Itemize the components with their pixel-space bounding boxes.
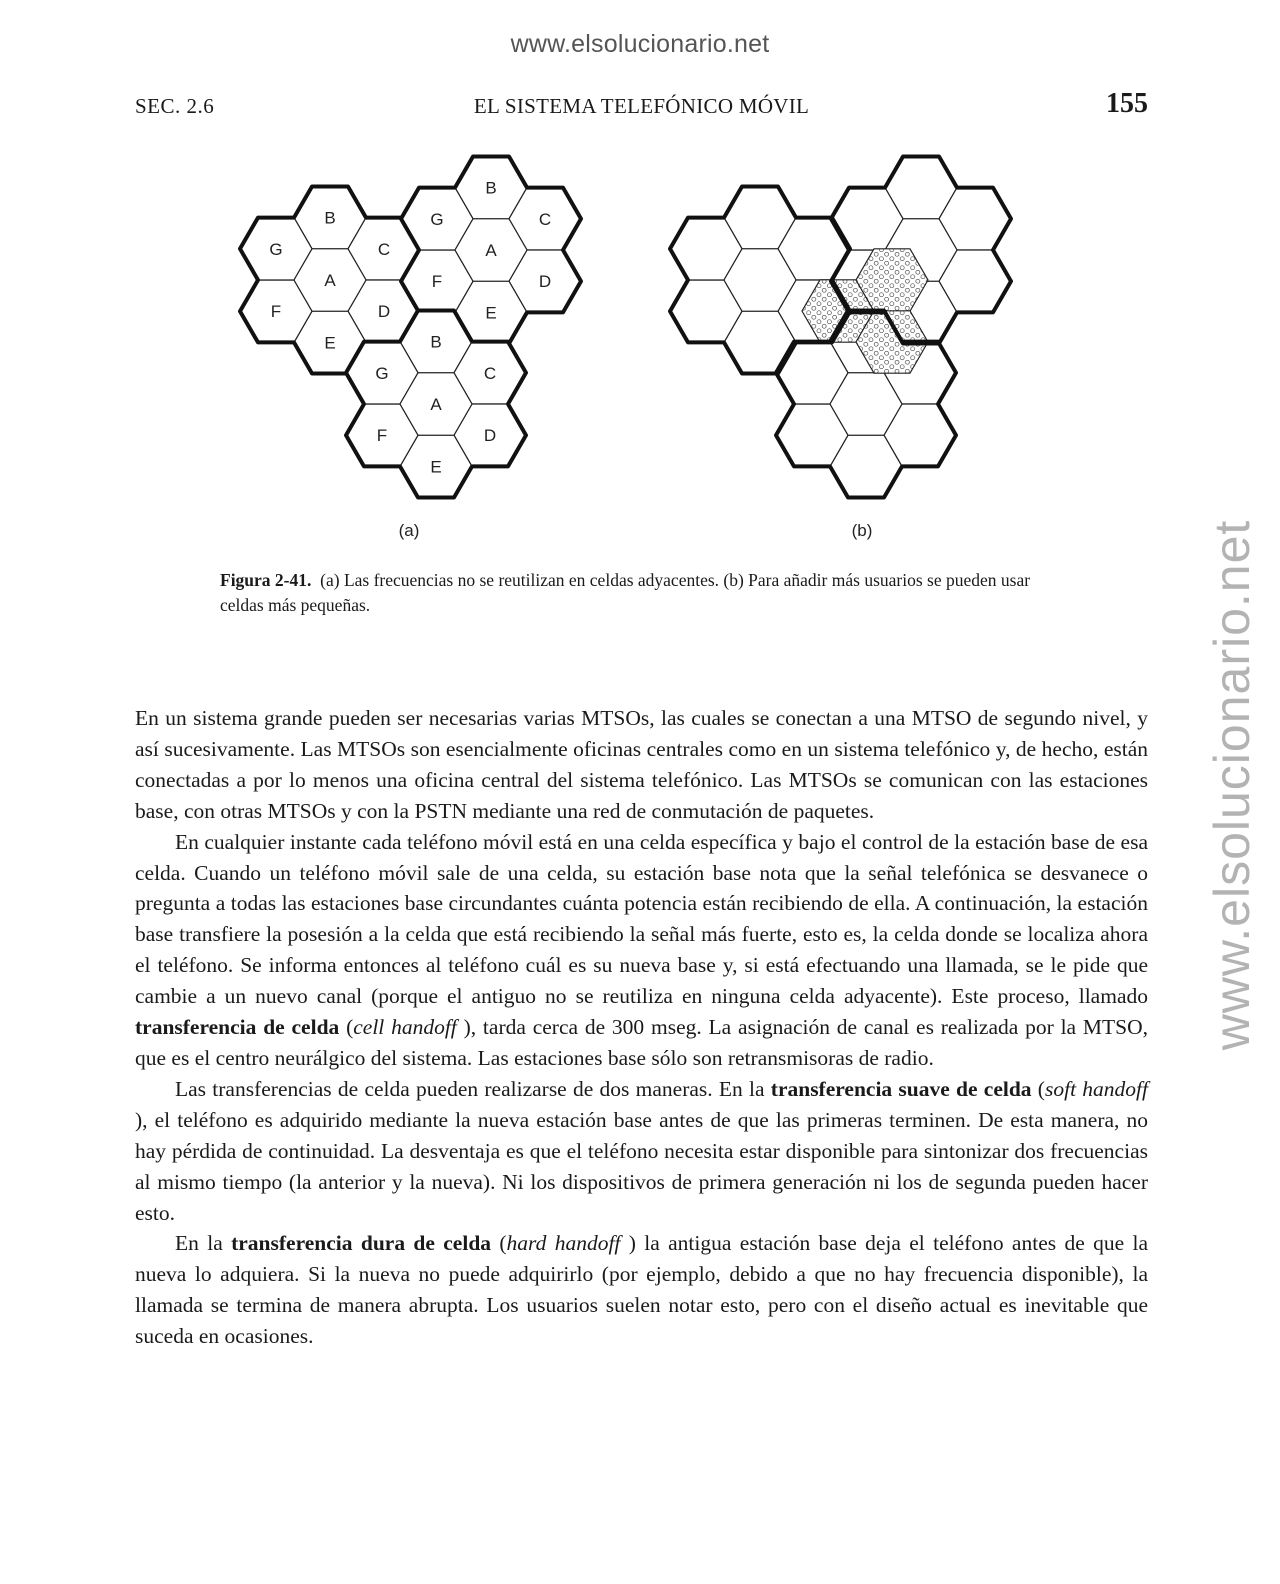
p4-open: (: [491, 1231, 507, 1256]
hex-cell-label: E: [485, 303, 497, 323]
term-soft-handoff: soft handoff: [1044, 1076, 1148, 1101]
hex-cell-label: G: [269, 239, 283, 259]
hex-cell-label: D: [483, 426, 497, 446]
hex-cell-label: B: [324, 208, 336, 228]
hex-cell-label: C: [483, 363, 497, 383]
hex-cell-label: B: [485, 178, 497, 198]
hex-cell-label: G: [375, 363, 389, 383]
hex-cell-label: A: [324, 271, 336, 290]
hex-cell-label: B: [430, 332, 442, 352]
page-number: 155: [1106, 88, 1148, 119]
term-transferencia-suave: transferencia suave de celda: [770, 1076, 1032, 1101]
hex-cell-label: F: [376, 426, 388, 446]
hex-cell-label: G: [430, 209, 444, 229]
term-hard-handoff: hard handoff: [506, 1231, 621, 1256]
panel-a-hex-clusters: [240, 157, 581, 498]
hex-cell-label: E: [324, 333, 336, 353]
paragraph-2: [135, 827, 1148, 1074]
body-text: [135, 703, 1148, 1352]
hex-cell-label: F: [431, 272, 443, 292]
p4-text-a: En la: [175, 1231, 232, 1256]
hex-cell-label: A: [430, 395, 442, 414]
hex-cell-label: F: [270, 302, 282, 322]
p2-text-a: En cualquier instante cada teléfono móvil está en una celda específica y bajo el control de la estación base de esa celda. Cuando un teléfono móvil sale de una celda, su estación base nota que la señal telefónica se desvanece o pregunta a todas las estaciones base circundantes cuánta potencia están recibiendo de ella. A continuación, la estación base transfiere la posesión a la celda que está recibiendo la señal más fuerte, esto es, la celda donde se localiza ahora el teléfono. Se informa entonces al teléfono cuál es su nueva base y, si está efectuando una llamada, se le pide que cambie a un nuevo canal (porque el antiguo no se reutiliza en ninguna celda adyacente). Este proceso, llamado: [135, 829, 1148, 1009]
p3-text-b: ), el teléfono es adquirido mediante la nueva estación base antes de que las primeras terminen. De esta manera, no hay pérdida de continuidad. La desventaja es que el teléfono necesita estar disponible para sintonizar dos frecuencias al mismo tiempo (la anterior y la nueva). Ni los dispositivos de primera generación ni los de segunda pueden hacer esto.: [135, 1107, 1148, 1225]
hex-cell-label: E: [430, 457, 442, 477]
watermark-top: www.elsolucionario.net: [510, 30, 770, 58]
caption-label: Figura 2-41.: [220, 570, 312, 590]
paragraph-1: En un sistema grande pueden ser necesarias varias MTSOs, las cuales se conectan a una MTSO de segundo nivel, y así sucesivamente. Las MTSOs son esencialmente oficinas centrales como en un sistema telefónico y, de hecho, están conectadas a por lo menos una oficina central del sistema telefónico. Las MTSOs se comunican con las estaciones base, con otras MTSOs y con la PSTN mediante una red de conmutación de paquetes.: [135, 706, 1148, 823]
panel-a-label: (a): [398, 521, 420, 540]
p4-text-b: ) la antigua estación base deja el teléfono antes de que la nueva lo adquiera. Si la nueva no puede adquirirlo (por ejemplo, debido a que no hay frecuencia disponible), la llamada se termina de manera abrupta. Los usuarios suelen notar esto, pero con el diseño actual es inevitable que suceda en ocasiones.: [135, 1231, 1148, 1349]
figure-caption: [220, 568, 1060, 618]
panel-b-hex-grid: [670, 157, 1011, 498]
panel-b-label: (b): [851, 521, 873, 540]
term-transferencia-dura: transferencia dura de celda: [231, 1231, 492, 1256]
hex-cell-label: D: [538, 272, 552, 292]
paragraph-4: [135, 1228, 1148, 1352]
hex-cell-label: C: [377, 239, 391, 259]
hex-cell-label: D: [377, 302, 391, 322]
running-title: EL SISTEMA TELEFÓNICO MÓVIL: [473, 94, 810, 118]
hex-cell-label: A: [485, 241, 497, 260]
figure-2-41: [0, 0, 1280, 560]
paragraph-3: [135, 1074, 1148, 1229]
section-number: SEC. 2.6: [135, 94, 215, 118]
p3-open: (: [1031, 1076, 1045, 1101]
caption-text: (a) Las frecuencias no se reutilizan en celdas adyacentes. (b) Para añadir más usuarios se pueden usar celdas más pequeñas.: [220, 570, 1031, 615]
p2-open: (: [339, 1015, 354, 1040]
hex-cell-label: C: [538, 209, 552, 229]
p2-text-b: ), tarda cerca de 300 mseg. La asignación de canal es realizada por la MTSO, que es el centro neurálgico del sistema. Las estaciones base sólo son retransmisoras de radio.: [135, 1015, 1148, 1070]
term-cell-handoff: cell handoff: [353, 1015, 457, 1040]
p3-text-a: Las transferencias de celda pueden realizarse de dos maneras. En la: [175, 1076, 771, 1101]
watermark-side: www.elsolucionario.net: [1204, 519, 1260, 1051]
term-transferencia-de-celda: transferencia de celda: [135, 1015, 340, 1040]
